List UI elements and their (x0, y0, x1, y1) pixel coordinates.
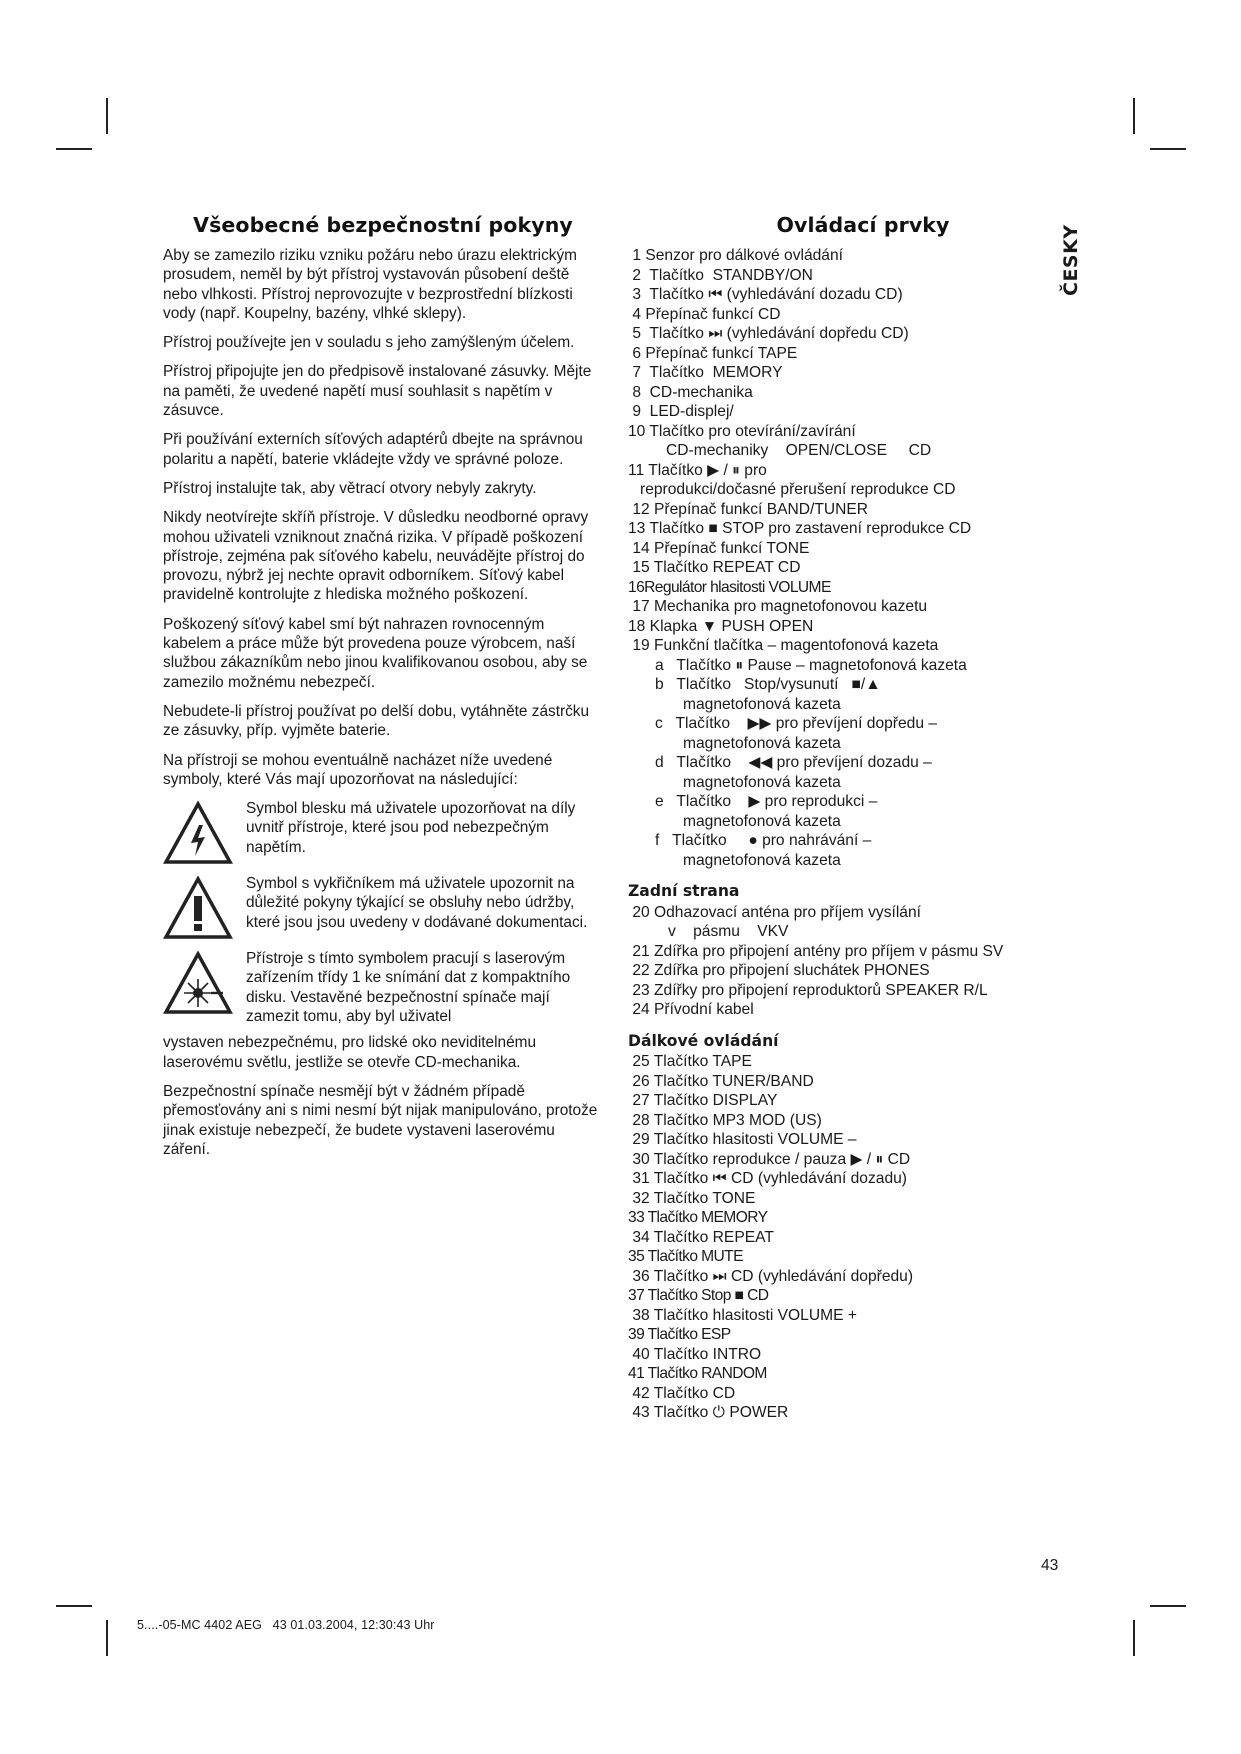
safety-paragraph: Poškozený síťový kabel smí být nahrazen rovnocenným kabelem a práce může být provedena pouze výrobcem, naší službou zákazníkům nebo jinou kvalifikovanou osobou, aby se zamezilo možnému nebezpečí. (163, 615, 588, 691)
safety-paragraph: Nebudete-li přístroj používat po delší dobu, vytáhněte zástrčku ze zásuvky, příp. vyjměte baterie. (163, 702, 590, 740)
crop-mark (56, 1605, 92, 1607)
remote-item: 33 Tlačítko MEMORY (628, 1209, 768, 1226)
tape-function-item (628, 675, 1098, 695)
tape-item-continued: magnetofonová kazeta (683, 773, 841, 791)
safety-section (163, 213, 603, 1169)
rear-item: 24 Přívodní kabel (628, 1001, 754, 1018)
laser-warning (163, 949, 603, 1026)
remote-item: 40 Tlačítko INTRO (628, 1345, 762, 1363)
control-item: 3 Tlačítko ⏮ (vyhledávání dozadu CD) (628, 286, 903, 303)
safety-paragraph: Při používání externích síťových adaptérů dbejte na správnou polaritu a napětí, baterie vkládejte vždy ve správné poloze. (163, 431, 583, 468)
crop-mark (1150, 148, 1186, 150)
rear-item: 20 Odhazovací anténa pro příjem vysílání (628, 903, 921, 921)
control-item: 5 Tlačítko ⏭ (vyhledávání dopředu CD) (628, 325, 909, 342)
tape-item-continued: magnetofonová kazeta (683, 734, 841, 752)
tape-item-continued: magnetofonová kazeta (683, 851, 841, 869)
control-item: 6 Přepínač funkcí TAPE (628, 344, 798, 362)
crop-mark (106, 1620, 108, 1656)
crop-mark (1133, 1620, 1135, 1656)
tape-item-letter: f (655, 832, 660, 849)
tape-item-continued: magnetofonová kazeta (683, 695, 841, 713)
remote-item: 26 Tlačítko TUNER/BAND (628, 1072, 814, 1090)
control-item: 19 Funkční tlačítka – magentofonová kazeta (628, 637, 939, 654)
rear-heading: Zadní strana (628, 882, 740, 900)
safety-paragraph: Aby se zamezilo riziku vzniku požáru nebo úrazu elektrickým prosudem, neměl by být přístroj vystavován působení deště nebo vlhkosti. Přístroj neprovozujte v bezprostřední blízkosti vody (např. Koupelny, bazény, vlhké sklepy). (163, 247, 578, 322)
crop-mark (1150, 1605, 1186, 1607)
safety-paragraph: Přístroj používejte jen v souladu s jeho zamýšleným účelem. (163, 334, 575, 352)
tape-function-item (628, 753, 1098, 773)
controls-title: Ovládací prvky (776, 213, 950, 237)
control-item: 17 Mechanika pro magnetofonovou kazetu (628, 598, 928, 615)
page-number: 43 (1041, 1557, 1059, 1574)
tape-item-continued: magnetofonová kazeta (683, 812, 841, 830)
remote-item: 29 Tlačítko hlasitosti VOLUME – (628, 1131, 857, 1148)
remote-item: 32 Tlačítko TONE (628, 1189, 756, 1207)
safety-title: Všeobecné bezpečnostní pokyny (193, 213, 573, 237)
laser-warning-icon (163, 951, 233, 1015)
remote-item: 37 Tlačítko Stop ■ CD (628, 1287, 769, 1304)
remote-item: 25 Tlačítko TAPE (628, 1053, 752, 1070)
remote-item: 35 Tlačítko MUTE (628, 1248, 743, 1265)
remote-item: 28 Tlačítko MP3 MOD (US) (628, 1111, 822, 1129)
tape-function-item (628, 714, 1098, 734)
control-item: 11 Tlačítko ▶ / ⏸ pro (628, 461, 767, 479)
control-item: 12 Přepínač funkcí BAND/TUNER (628, 500, 869, 518)
control-item: 16Regulátor hlasitosti VOLUME (628, 578, 831, 596)
tape-item-text: Tlačítko ◀◀ pro převíjení dozadu – (676, 754, 932, 771)
remote-item: 31 Tlačítko ⏮ CD (vyhledávání dozadu) (628, 1170, 907, 1187)
remote-item: 34 Tlačítko REPEAT (628, 1228, 774, 1246)
safety-paragraph: Přístroj instalujte tak, aby větrací otvory nebyly zakryty. (163, 479, 537, 497)
control-item-continued: CD-mechaniky OPEN/CLOSE CD (666, 442, 932, 459)
crop-mark (1133, 98, 1135, 134)
safety-paragraph: Přístroj připojujte jen do předpisově instalované zásuvky. Mějte na paměti, že uvedené napětí musí souhlasit s napětím v zásuvce. (163, 363, 592, 420)
lightning-warning-text: Symbol blesku má uživatele upozorňovat na díly uvnitř přístroje, které jsou pod nebezpečným napětím. (246, 800, 576, 856)
laser-warning-text-continued: vystaven nebezpečnému, pro lidské oko neviditelnému laserovému světlu, jestliže se otevře CD-mechanika. (163, 1034, 537, 1071)
tape-item-text: Tlačítko ⏸ Pause – magnetofonová kazeta (676, 656, 967, 674)
tape-item-letter: a (655, 656, 664, 674)
rear-item: 21 Zdířka pro připojení antény pro příjem v pásmu SV (628, 942, 1004, 960)
lightning-warning (163, 799, 603, 865)
print-footer: 5....-05-MC 4402 AEG 43 01.03.2004, 12:30:43 Uhr (137, 1618, 435, 1632)
exclamation-warning-icon (163, 876, 233, 940)
tape-function-item (628, 656, 1098, 676)
control-item: 13 Tlačítko ■ STOP pro zastavení reprodukce CD (628, 520, 972, 537)
control-item: 15 Tlačítko REPEAT CD (628, 559, 801, 576)
remote-item: 42 Tlačítko CD (628, 1384, 736, 1402)
tape-item-letter: c (655, 715, 663, 732)
control-item: 4 Přepínač funkcí CD (628, 305, 781, 323)
tape-item-letter: b (655, 676, 664, 693)
safety-paragraph: Bezpečnostní spínače nesmějí být v žádném případě přemosťovány ani s nimi nesmí být nijak manipulováno, protože jinak existuje nebezpečí, že budete vystaveni laserovému záření. (163, 1082, 598, 1158)
rear-item: 22 Zdířka pro připojení sluchátek PHONES (628, 962, 930, 979)
remote-item: 30 Tlačítko reprodukce / pauza ▶ / ⏸ CD (628, 1150, 911, 1168)
control-item: 8 CD-mechanika (628, 383, 753, 401)
control-item-continued: reprodukci/dočasné přerušení reprodukce CD (640, 481, 956, 498)
remote-item: 38 Tlačítko hlasitosti VOLUME + (628, 1306, 857, 1324)
safety-paragraph: Na přístroji se mohou eventuálně nacházet níže uvedené symboly, které Vás mají upozorňovat na následující: (163, 751, 553, 788)
control-item: 10 Tlačítko pro otevírání/zavírání (628, 422, 856, 440)
safety-paragraph: Nikdy neotvírejte skříň přístroje. V důsledku neodborné opravy mohou uživateli vzniknout značná rizika. V případě poškození přístroje, zejména pak síťového kabelu, neuvádějte přístroj do provozu, nýbrž jej nechte opravit odborníkem. Síťový kabel pravidelně kontrolujte z hlediska možného poškození. (163, 509, 589, 604)
controls-section (628, 213, 1098, 1423)
remote-item: 36 Tlačítko ⏭ CD (vyhledávání dopředu) (628, 1267, 914, 1285)
remote-item: 41 Tlačítko RANDOM (628, 1365, 767, 1382)
tape-function-item (628, 792, 1098, 812)
control-item: 9 LED-displej/ (628, 403, 734, 420)
control-item: 1 Senzor pro dálkové ovládání (628, 247, 843, 264)
rear-item: 23 Zdířky pro připojení reproduktorů SPEAKER R/L (628, 981, 988, 999)
remote-item: 39 Tlačítko ESP (628, 1326, 731, 1343)
tape-item-text: Tlačítko ● pro nahrávání – (672, 832, 872, 849)
rear-item-continued: v pásmu VKV (668, 923, 789, 940)
language-tab: ČESKY (1060, 224, 1082, 296)
tape-item-text: Tlačítko ▶ pro reprodukci – (676, 793, 878, 810)
exclamation-warning (163, 874, 603, 940)
tape-function-item (628, 831, 1098, 851)
crop-mark (56, 148, 92, 150)
control-item: 2 Tlačítko STANDBY/ON (628, 266, 813, 284)
control-item: 7 Tlačítko MEMORY (628, 364, 783, 381)
remote-item: 43 Tlačítko ⏻ POWER (628, 1404, 789, 1421)
remote-item: 27 Tlačítko DISPLAY (628, 1092, 778, 1109)
tape-item-text: Tlačítko Stop/vysunutí ■/▲ (676, 676, 881, 693)
remote-heading: Dálkové ovládání (628, 1031, 779, 1050)
control-item: 14 Přepínač funkcí TONE (628, 539, 810, 557)
crop-mark (106, 98, 108, 134)
tape-item-text: Tlačítko ▶▶ pro převíjení dopředu – (675, 715, 938, 732)
tape-item-letter: d (655, 754, 664, 771)
exclamation-warning-text: Symbol s vykřičníkem má uživatele upozornit na důležité pokyny týkající se obsluhy nebo údržby, které jsou jsou uvedeny v dodávané dokumentaci. (246, 875, 588, 931)
control-item: 18 Klapka ▼ PUSH OPEN (628, 617, 814, 635)
laser-warning-text: Přístroje s tímto symbolem pracují s laserovým zařízením třídy 1 ke snímání dat z kompaktního disku. Vestavěné bezpečnostní spínače mají zamezit tomu, aby byl uživatel (246, 950, 571, 1026)
tape-item-letter: e (655, 793, 664, 810)
lightning-warning-icon (163, 801, 233, 865)
